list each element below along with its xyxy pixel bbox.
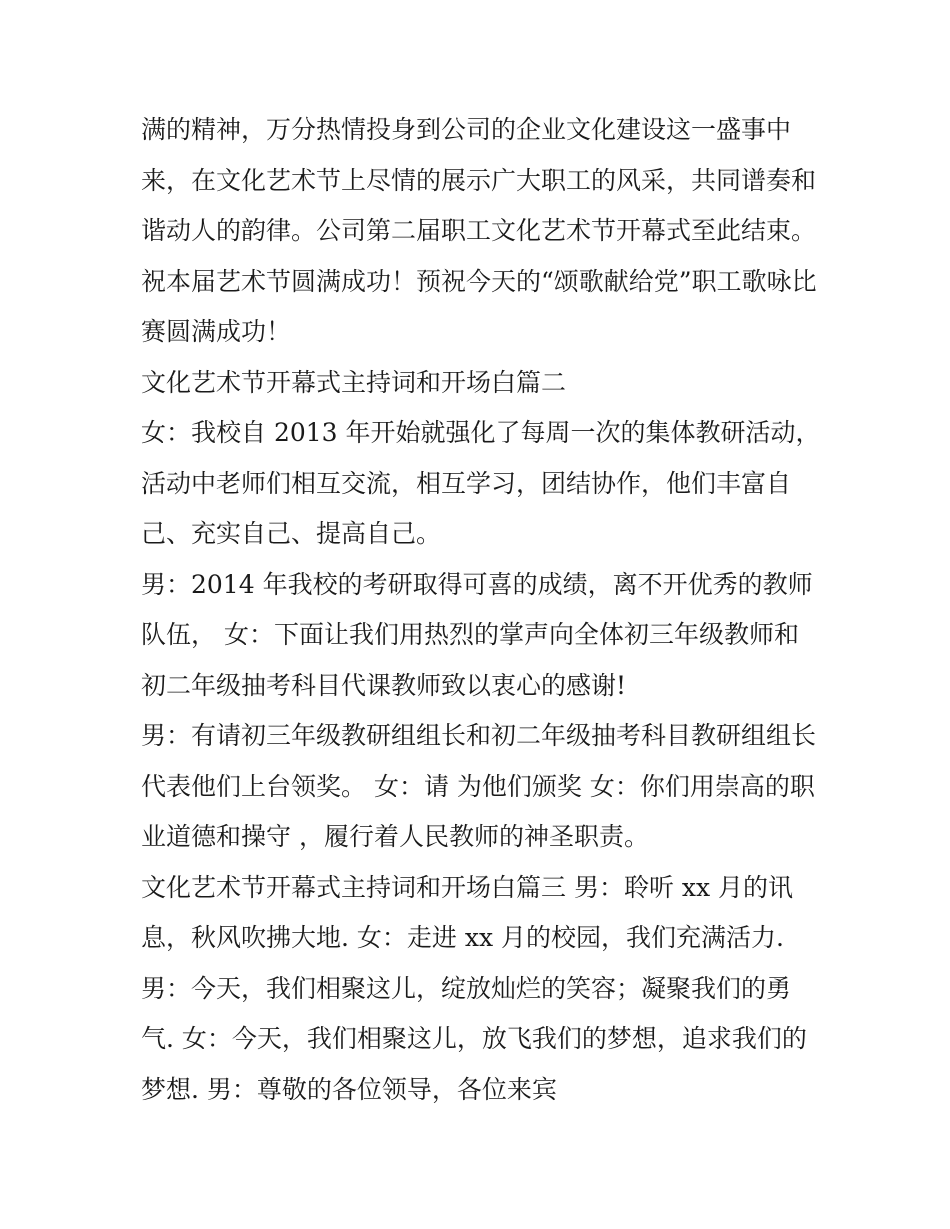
text-line: 满的精神，万分热情投身到公司的企业文化建设这一盛事中 bbox=[141, 115, 792, 144]
text-line: 男：2014 年我校的考研取得可喜的成绩，离不开优秀的教师 bbox=[141, 569, 813, 599]
text-line: 来，在文化艺术节上尽情的展示广大职工的风采，共同谱奏和 bbox=[141, 165, 817, 195]
text-line: 祝本届艺术节圆满成功！预祝今天的“颂歌献给党”职工歌咏比 bbox=[141, 266, 817, 296]
text-line: 男：今天，我们相聚这儿，绽放灿烂的笑容；凝聚我们的勇 bbox=[141, 973, 792, 1003]
text-line: 赛圆满成功！ bbox=[141, 317, 292, 346]
text-line: 活动中老师们相互交流，相互学习，团结协作，他们丰富自 bbox=[141, 468, 792, 498]
document-body bbox=[141, 105, 821, 1115]
section-heading: 文化艺术节开幕式主持词和开场白篇二 bbox=[141, 367, 567, 397]
text-line: 代表他们上台领奖。 女：请 为他们颁奖 女：你们用崇高的职 bbox=[141, 771, 815, 801]
text-line: 业道德和操守 ，履行着人民教师的神圣职责。 bbox=[141, 822, 649, 851]
text-line: 文化艺术节开幕式主持词和开场白篇三 男：聆听 xx 月的讯 bbox=[141, 872, 794, 902]
text-line: 谐动人的韵律。公司第二届职工文化艺术节开幕式至此结束。 bbox=[141, 216, 817, 245]
text-line: 梦想. 男：尊敬的各位领导，各位来宾 bbox=[141, 1074, 557, 1104]
text-line: 己、充实自己、提高自己。 bbox=[141, 519, 442, 548]
text-line: 女：我校自 2013 年开始就强化了每周一次的集体教研活动， bbox=[141, 418, 821, 447]
text-line: 男：有请初三年级教研组组长和初二年级抽考科目教研组组长 bbox=[141, 721, 817, 750]
text-line: 气. 女：今天，我们相聚这儿，放飞我们的梦想，追求我们的 bbox=[141, 1024, 807, 1053]
text-line: 初二年级抽考科目代课教师致以衷心的感谢! bbox=[141, 670, 627, 700]
text-line: 队伍， 女：下面让我们用热烈的掌声向全体初三年级教师和 bbox=[141, 620, 799, 649]
text-line: 息，秋风吹拂大地. 女：走进 xx 月的校园，我们充满活力. bbox=[141, 923, 784, 952]
